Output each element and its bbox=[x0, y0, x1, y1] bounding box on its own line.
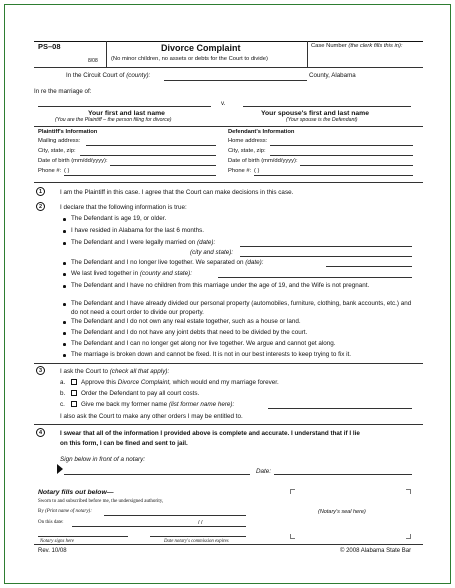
item-married-text: The Defendant and I were legally married on bbox=[71, 239, 196, 246]
option-b-letter: b. bbox=[60, 390, 66, 397]
section-1-text: I am the Plaintiff in this case. I agree that the Court can make decisions in this case. bbox=[60, 189, 294, 196]
item-children: The Defendant and I have no children from this marriage under the age of 19, and the Wife is not pregnant. bbox=[71, 282, 370, 289]
defendant-phone-parens: ( ) bbox=[254, 168, 260, 174]
case-number-label bbox=[311, 43, 403, 50]
notary-commission-line[interactable] bbox=[150, 536, 246, 537]
item-separated bbox=[71, 259, 263, 266]
separated-date-line[interactable] bbox=[326, 266, 412, 267]
married-place-line[interactable] bbox=[240, 256, 412, 257]
spouse-name-line[interactable] bbox=[243, 106, 411, 107]
item-married-hint: (date): bbox=[197, 239, 216, 246]
section-rule-1 bbox=[34, 182, 423, 183]
option-c-text bbox=[81, 401, 234, 408]
spouse-heading: Your spouse's first and last name bbox=[261, 110, 370, 117]
item-property: The Defendant and I have already divided our personal property (automobiles, furniture, clothing, bank accounts, etc.) and do not need a court order to divide our property. bbox=[71, 300, 412, 316]
case-number-note: (the clerk fills this in): bbox=[348, 43, 403, 49]
section-4-number: 4 bbox=[36, 428, 45, 437]
item-married bbox=[71, 239, 215, 246]
section-3-other: I also ask the Court to make any other orders I may be entitled to. bbox=[60, 413, 243, 420]
sign-here-arrow-icon bbox=[57, 464, 63, 474]
notary-on-date: On this date: bbox=[38, 520, 64, 525]
in-re-label: In re the marriage of: bbox=[34, 88, 92, 95]
signature-line[interactable] bbox=[64, 474, 250, 475]
section-3-intro bbox=[60, 368, 169, 375]
section-2-intro: I declare that the following information is true: bbox=[60, 204, 187, 211]
header-bottom-rule bbox=[34, 67, 423, 68]
bullet bbox=[63, 262, 66, 265]
plaintiff-phone-label: Phone #: bbox=[38, 168, 62, 174]
form-title: Divorce Complaint bbox=[161, 43, 241, 53]
notary-heading: Notary fills out below— bbox=[38, 489, 114, 496]
section-rule-2 bbox=[34, 363, 423, 364]
section-3-number: 3 bbox=[36, 366, 45, 375]
option-a-italic: Divorce Complaint, bbox=[117, 379, 171, 386]
defendant-dob-line[interactable] bbox=[300, 165, 413, 166]
plaintiff-address-label: Mailing address: bbox=[38, 138, 81, 144]
option-a-checkbox[interactable] bbox=[71, 379, 77, 385]
sign-prompt: Sign below in front of a notary: bbox=[60, 456, 146, 463]
section-1-number: 1 bbox=[36, 187, 45, 196]
bullet bbox=[63, 285, 66, 288]
county-input-line[interactable] bbox=[164, 80, 307, 81]
seal-corner bbox=[406, 534, 411, 539]
lived-place-line[interactable] bbox=[218, 277, 412, 278]
plaintiff-city-line[interactable] bbox=[80, 155, 216, 156]
item-lived bbox=[71, 270, 192, 277]
option-b-text: Order the Defendant to pay all court costs. bbox=[81, 390, 200, 397]
defendant-phone-line[interactable] bbox=[254, 175, 413, 176]
section-3-intro-plain: I ask the Court to bbox=[60, 368, 108, 375]
option-c-checkbox[interactable] bbox=[71, 401, 77, 407]
item-broken: The marriage is broken down and cannot be fixed. It is not in our best interests to keep trying to fix it. bbox=[71, 351, 352, 358]
vs-label: v. bbox=[221, 100, 226, 107]
notary-name-line[interactable] bbox=[104, 515, 246, 516]
option-a-pre: Approve this bbox=[81, 379, 117, 386]
plaintiff-heading: Your first and last name bbox=[88, 110, 165, 117]
notary-commission-label: Date notary's commission expires bbox=[164, 539, 229, 544]
oath-line-1: I swear that all of the information I provided above is complete and accurate. I understand that if I lie bbox=[60, 430, 360, 437]
plaintiff-city-label: City, state, zip: bbox=[38, 148, 76, 154]
date-label: Date: bbox=[256, 468, 272, 475]
bullet bbox=[63, 321, 66, 324]
notary-by bbox=[38, 509, 92, 515]
plaintiff-note: (You are the Plaintiff – the person filing for divorce) bbox=[55, 117, 172, 123]
married-date-line[interactable] bbox=[240, 246, 412, 247]
item-separated-text: The Defendant and I no longer live together. We separated on bbox=[71, 259, 244, 266]
bullet bbox=[63, 332, 66, 335]
defendant-info-heading: Defendant's Information bbox=[228, 129, 295, 135]
section-2-number: 2 bbox=[36, 202, 45, 211]
footer-rule bbox=[34, 544, 423, 545]
item-lived-hint: (county and state): bbox=[139, 270, 192, 277]
footer-copyright: © 2008 Alabama State Bar bbox=[340, 548, 412, 554]
bullet bbox=[63, 303, 66, 306]
item-residence: I have resided in Alabama for the last 6 months. bbox=[71, 227, 205, 234]
court-county-hint: (county): bbox=[126, 72, 151, 79]
item-real-estate: The Defendant and I do not own any real estate together, such as a house or land. bbox=[71, 318, 301, 325]
item-age: The Defendant is age 19, or older. bbox=[71, 215, 167, 222]
oath-line-2: on this form, I can be fined and sent to jail. bbox=[60, 440, 188, 447]
defendant-phone-label: Phone #: bbox=[228, 168, 252, 174]
court-line bbox=[66, 72, 150, 79]
bullet bbox=[63, 354, 66, 357]
bullet bbox=[63, 242, 66, 245]
plaintiff-dob-label: Date of birth (mm/dd/yyyy): bbox=[38, 158, 108, 164]
notary-by-text: By bbox=[38, 509, 44, 514]
defendant-dob-label: Date of birth (mm/dd/yyyy): bbox=[228, 158, 298, 164]
married-place-hint: (city and state): bbox=[190, 249, 234, 256]
plaintiff-address-line[interactable] bbox=[86, 145, 216, 146]
item-separated-hint: (date): bbox=[245, 259, 264, 266]
bullet bbox=[63, 343, 66, 346]
item-debts: The Defendant and I do not have any joint debts that need to be divided by the court. bbox=[71, 329, 308, 336]
header-divider-right bbox=[307, 41, 308, 67]
footer-revision: Rev. 10/08 bbox=[38, 548, 67, 554]
item-lived-text: We last lived together in bbox=[71, 270, 139, 277]
form-date: 8/08 bbox=[88, 58, 98, 64]
court-suffix: County, Alabama bbox=[309, 72, 356, 79]
former-name-line[interactable] bbox=[268, 408, 412, 409]
defendant-address-label: Home address: bbox=[228, 138, 268, 144]
bullet bbox=[63, 230, 66, 233]
plaintiff-info-heading: Plaintiff's Information bbox=[38, 129, 98, 135]
plaintiff-phone-parens: ( ) bbox=[64, 168, 70, 174]
spouse-note: (Your spouse is the Defendant) bbox=[286, 117, 358, 123]
seal-corner bbox=[290, 489, 295, 494]
section-3-intro-italic: (check all that apply): bbox=[109, 368, 170, 375]
defendant-address-line[interactable] bbox=[270, 145, 413, 146]
item-get-along: The Defendant and I can no longer get along nor live together. We argue and cannot get along. bbox=[71, 340, 336, 347]
case-number-text: Case Number bbox=[311, 43, 347, 49]
header-divider-left bbox=[106, 41, 107, 67]
plaintiff-dob-line[interactable] bbox=[110, 165, 216, 166]
seal-corner bbox=[406, 489, 411, 494]
notary-date-slashes: / / bbox=[198, 520, 203, 526]
signature-date-line[interactable] bbox=[274, 474, 412, 475]
seal-corner bbox=[290, 534, 295, 539]
notary-sworn: Sworn to and subscribed before me, the undersigned authority, bbox=[38, 499, 164, 504]
form-subtitle: (No minor children, no assets or debts for the Court to divide) bbox=[111, 56, 268, 62]
defendant-city-label: City, state, zip: bbox=[228, 148, 266, 154]
defendant-city-line[interactable] bbox=[270, 155, 413, 156]
form-id: PS–08 bbox=[38, 42, 61, 51]
option-b-checkbox[interactable] bbox=[71, 390, 77, 396]
section-rule-3 bbox=[34, 424, 423, 425]
notary-signs-here: Notary signs here bbox=[40, 539, 74, 544]
plaintiff-phone-line[interactable] bbox=[64, 175, 216, 176]
notary-date-line[interactable] bbox=[72, 526, 246, 527]
info-top-rule bbox=[34, 126, 423, 127]
bullet bbox=[63, 273, 66, 276]
plaintiff-name-line[interactable] bbox=[38, 106, 211, 107]
header-top-rule bbox=[34, 41, 423, 42]
option-c-pre: Give me back my former name bbox=[81, 401, 168, 408]
case-number-field[interactable] bbox=[310, 50, 422, 65]
option-a-post: which would end my marriage forever. bbox=[172, 379, 279, 386]
option-a-text bbox=[81, 379, 279, 386]
court-prefix: In the Circuit Court of bbox=[66, 72, 125, 79]
bullet bbox=[63, 218, 66, 221]
notary-seal-label: (Notary's seal here) bbox=[318, 509, 366, 515]
notary-signature-line[interactable] bbox=[38, 536, 128, 537]
notary-by-hint: (Print name of notary): bbox=[45, 509, 92, 514]
option-a-letter: a. bbox=[60, 379, 66, 386]
option-c-italic: (list former name here): bbox=[168, 401, 235, 408]
option-c-letter: c. bbox=[60, 401, 65, 408]
